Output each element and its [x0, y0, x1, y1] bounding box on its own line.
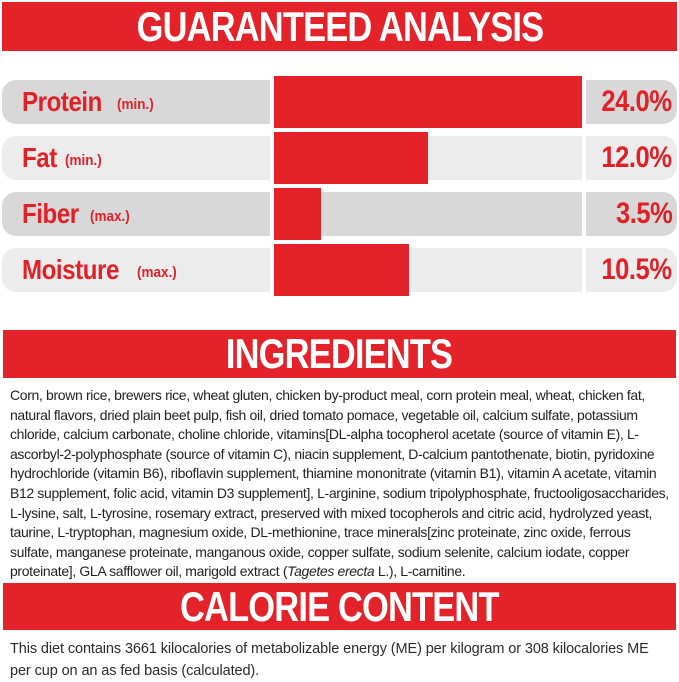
nutrient-value: 3.5%: [615, 197, 672, 230]
nutrient-label-pill: [2, 248, 270, 292]
nutrient-name: Moisture: [22, 254, 119, 285]
calorie-content-banner: [3, 583, 676, 630]
ingredients-title: INGREDIENTS: [226, 330, 453, 377]
bar-fill: [274, 76, 582, 128]
nutrient-qualifier: (min.): [116, 95, 154, 113]
bar-track: [274, 80, 582, 124]
nutrient-name: Fat: [22, 142, 57, 173]
nutrient-qualifier: (max.): [89, 207, 130, 225]
ingredients-paragraph: [10, 386, 671, 582]
nutrient-name: Protein: [22, 86, 102, 117]
nutrient-value: 24.0%: [601, 85, 672, 118]
nutrient-name: Fiber: [22, 198, 79, 229]
value-pill: [586, 80, 677, 124]
nutrient-label-pill: [2, 192, 270, 236]
bar-fill: [274, 244, 409, 296]
nutrient-qualifier: (min.): [64, 151, 102, 169]
analysis-row-protein: [0, 80, 679, 124]
value-pill: [586, 192, 677, 236]
bar-fill: [274, 132, 428, 184]
value-pill: [586, 248, 677, 292]
analysis-row-fiber: [0, 192, 679, 236]
value-pill: [586, 136, 677, 180]
bar-track: [274, 192, 582, 236]
nutrient-value: 12.0%: [601, 141, 672, 174]
ingredients-species-italic: Tagetes erecta: [287, 563, 375, 580]
guaranteed-analysis-banner: [2, 2, 677, 51]
ingredients-banner: [3, 330, 676, 378]
bar-track: [274, 248, 582, 292]
nutrient-qualifier: (max.): [136, 263, 177, 281]
bar-fill: [274, 188, 321, 240]
nutrient-label-pill: [2, 136, 270, 180]
analysis-row-fat: [0, 136, 679, 180]
nutrient-value: 10.5%: [601, 253, 672, 286]
nutrient-label-pill: [2, 80, 270, 124]
analysis-row-moisture: [0, 248, 679, 292]
ingredients-text-start: Corn, brown rice, brewers rice, wheat gluten, chicken by-product meal, corn protein meal, wheat, chicken fat, natural flavors, dried plain beet pulp, fish oil, dried tomato pomace, vegetable oil, calcium sulfate, potassium chloride, calcium carbonate, choline chloride, vitamins[DL-alpha tocopherol acetate (source of vitamin E), L-ascorbyl-2-polyphosphate (source of vitamin C), niacin supplement, D-calcium pantothenate, biotin, pyridoxine hydrochloride (vitamin B6), riboflavin supplement, thiamine mononitrate (vitamin B1), vitamin A acetate, vitamin B12 supplement, folic acid, vitamin D3 supplement], L-arginine, sodium tripolyphosphate, fructooligosaccharides, L-lysine, salt, L-tyrosine, rosemary extract, preserved with mixed tocopherols and citric acid, hydrolyzed yeast, taurine, L-tryptophan, magnesium oxide, DL-methionine, trace minerals[zinc proteinate, zinc oxide, ferrous sulfate, manganese proteinate, manganous oxide, copper sulfate, sodium selenite, calcium iodate, copper proteinate], GLA safflower oil, marigold extract (: [10, 387, 669, 580]
ingredients-text-end: L.), L-carnitine.: [374, 563, 466, 580]
guaranteed-analysis-title: GUARANTEED ANALYSIS: [136, 2, 543, 50]
calorie-content-paragraph: This diet contains 3661 kilocalories of metabolizable energy (ME) per kilogram or 308 kilocalories ME per cup on an as fed basis (calculated).: [10, 641, 649, 679]
calorie-content-title: CALORIE CONTENT: [180, 582, 499, 630]
bar-track: [274, 136, 582, 180]
